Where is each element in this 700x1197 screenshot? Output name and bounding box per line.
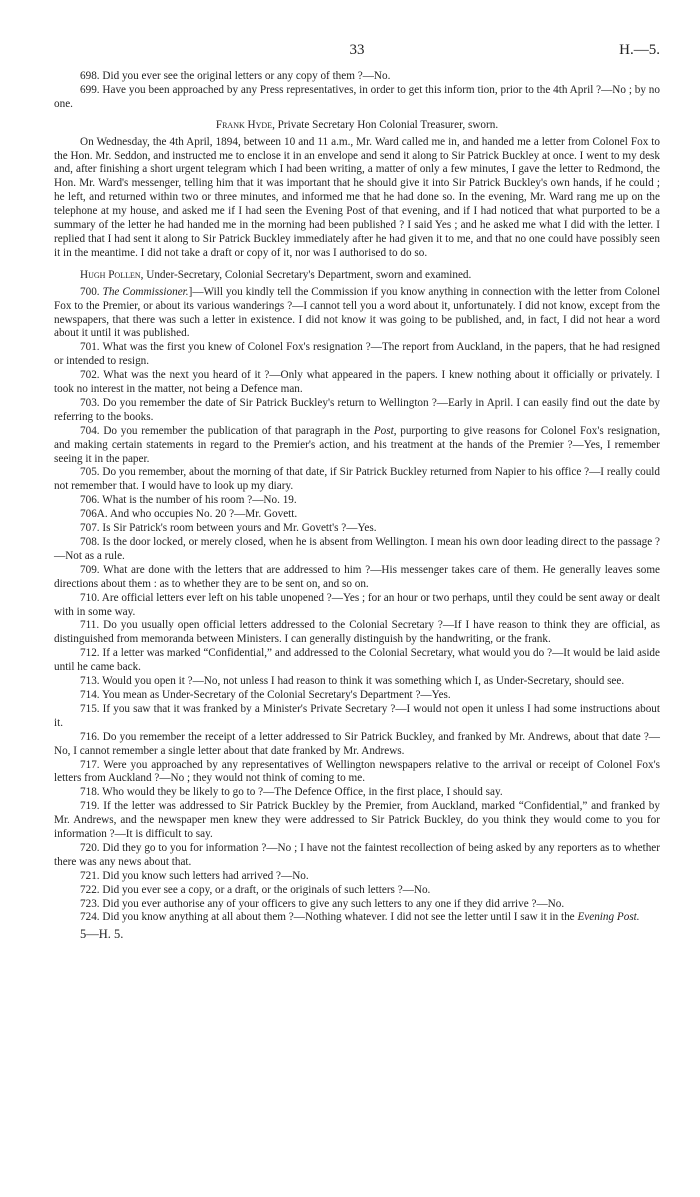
page-footer-signature: 5—H. 5. xyxy=(80,927,124,942)
question-712: 712. If a letter was marked “Confidential,” and addressed to the Colonial Secretary, what would you do ?—It would be laid aside until he came back. xyxy=(54,647,660,674)
question-707: 707. Is Sir Patrick's room between yours and Mr. Govett's ?—Yes. xyxy=(80,522,377,535)
question-718: 718. Who would they be likely to go to ?—The Defence Office, in the first place, I should say. xyxy=(80,786,503,799)
question-720: 720. Did they go to you for information ?—No ; I have not the faintest recollection of being asked by any reporters as to whether there was any news about that. xyxy=(54,841,660,868)
question-724 xyxy=(54,911,660,925)
question-723: 723. Did you ever authorise any of your officers to give any such letters to any one if they did arrive ?—No. xyxy=(80,897,565,910)
question-706: 706. What is the number of his room ?—No. 19. xyxy=(80,494,297,507)
question-708: 708. Is the door locked, or merely closed, when he is absent from Wellington. I mean his own door leading direct to the passage ?—Not as a rule. xyxy=(54,536,660,562)
question-text: 704. Do you remember the publication of that paragraph in the xyxy=(80,424,374,437)
witness-title: , Under-Secretary, Colonial Secretary's Department, sworn and examined. xyxy=(140,268,472,281)
question-text: ]—Will you kindly tell the Commission if you know anything in connection with the letter from Colonel Fox to the Premier, or about its various wanderings ?—I cannot tell you a word about it, unfortunately. I did not know, except from the newspapers, that there was such a letter in existence. I did not know it was going to be published, and, in fact, I did not hear a word about it until it was published. xyxy=(54,285,661,340)
question-715: 715. If you saw that it was franked by a Minister's Private Secretary ?—I would not open it unless I had some instructions about it. xyxy=(54,702,660,729)
question-698: 698. Did you ever see the original letters or any copy of them ?—No. xyxy=(80,70,391,82)
question-699: 699. Have you been approached by any Press representatives, in order to get this inform tion, prior to the 4th April ?—No ; by no one. xyxy=(54,83,660,110)
question-717: 717. Were you approached by any representatives of Wellington newspapers relative to the arrival or receipt of Colonel Fox's letters from Auckland ?—No ; they would not think of coming to me. xyxy=(54,758,660,785)
question-719: 719. If the letter was addressed to Sir Patrick Buckley by the Premier, from Auckland, marked “Confidential,” and franked by Mr. Andrews, and the newspaper men knew they were addressed to Sir Patrick Buckley, do you think they would come to you for information ?—It is difficult to say. xyxy=(54,800,660,841)
speaker-label: The Commissioner. xyxy=(102,285,189,298)
witness-heading-hyde xyxy=(54,119,660,133)
question-701: 701. What was the first you knew of Colonel Fox's resignation ?—The report from Auckland, in the papers, that he had resigned or intended to resign. xyxy=(54,341,660,368)
page-header xyxy=(54,44,660,70)
question-714: 714. You mean as Under-Secretary of the Colonial Secretary's Department ?—Yes. xyxy=(80,688,451,701)
witness-name: Frank Hyde xyxy=(215,118,273,131)
document-reference: H.—5. xyxy=(619,42,660,58)
question-710: 710. Are official letters ever left on his table unopened ?—Yes ; for an hour or two perhaps, until they could be sent away or dealt with in some way. xyxy=(54,591,660,618)
newspaper-title: Post xyxy=(373,424,394,437)
question-713: 713. Would you open it ?—No, not unless I had reason to think it was something which I, as Under-Secretary, should see. xyxy=(80,675,625,688)
witness-name: Hugh Pollen xyxy=(80,268,141,281)
question-709: 709. What are done with the letters that are addressed to him ?—His messenger takes care of them. He generally leaves some directions about them : as to whether they are to be sent on, and so on. xyxy=(54,563,660,590)
newspaper-title: Evening Post. xyxy=(577,911,640,924)
question-text: 724. Did you know anything at all about them ?—Nothing whatever. I did not see the letter until I saw it in the xyxy=(80,911,578,924)
witness-title: , Private Secretary Hon Colonial Treasurer, sworn. xyxy=(272,118,499,131)
question-716: 716. Do you remember the receipt of a letter addressed to Sir Patrick Buckley, and franked by Mr. Andrews, about that date ?—No, I cannot remember a single letter about that date franked by Mr. Andrews. xyxy=(54,730,660,757)
witness-heading-pollen xyxy=(54,269,660,283)
question-721: 721. Did you know such letters had arrived ?—No. xyxy=(80,869,309,882)
question-text: , purporting to give reasons for Colonel Fox's resignation, and making certain statements in regard to the Premier's action, and his treatment at the hands of the Premier ?—Yes, I remember seeing it in the paper. xyxy=(54,424,660,465)
question-706a: 706A. And who occupies No. 20 ?—Mr. Govett. xyxy=(80,508,298,521)
question-705: 705. Do you remember, about the morning of that date, if Sir Patrick Buckley returned from Napier to his office ?—I really could not remember that. I would have to look up my diary. xyxy=(54,466,660,493)
question-700: 700. The Commissioner.]—Will you kindly tell the Commission if you know anything in connection with the letter from Colonel Fox to the Premier, or about its various wanderings ?—I cannot tell you a word about it, unfortunately. I did not know, except from the newspapers, that there was such a letter in existence. I did not know it was going to be published, and, in fact, I did not hear a word about it until it was published. xyxy=(54,285,661,340)
question-722: 722. Did you ever see a copy, or a draft, or the originals of such letters ?—No. xyxy=(80,883,431,896)
question-711: 711. Do you usually open official letters addressed to the Colonial Secretary ?—If I have reason to think they are official, as distinguished from memoranda between Ministers. I can generally distinguish by the handwriting, or the frank. xyxy=(54,619,660,646)
page-number: 33 xyxy=(349,42,365,58)
witness-statement: On Wednesday, the 4th April, 1894, between 10 and 11 a.m., Mr. Ward called me in, and handed me a letter from Colonel Fox to the Hon. Mr. Seddon, and instructed me to enclose it in an envelope and send it along to Sir Patrick Buckley at once. I went to my desk and, after finishing a short urgent telegram which I had been writing, a matter of only a few minutes, I gave the letter to Redmond, the Hon. Mr. Ward's messenger, telling him that it was important that he should give it into Sir Patrick Buckley's own hands, if he could ; he left, and returned within two or three minutes, and informed me that he had done so. In the evening, Mr. Ward rang me up on the telephone at my house, and asked me if I had seen the Evening Post of that evening, and if I had noticed that what purported to be a summary of the letter he had handed me in the morning had been published ? I said Yes ; and he asked me what I did with the letter. I replied that I had sent it along to Sir Patrick Buckley immediately after he had given it to me, and that no one could have possibly seen it in the meantime. I did not take a draft or copy of it, nor was I authorised to do so. xyxy=(54,135,660,259)
question-704 xyxy=(54,425,660,467)
question-702: 702. What was the next you heard of it ?—Only what appeared in the papers. I knew nothing about it officially or privately. I took no interest in the matter, not being a Defence man. xyxy=(54,369,660,396)
question-703: 703. Do you remember the date of Sir Patrick Buckley's return to Wellington ?—Early in April. I can easily find out the date by referring to the books. xyxy=(54,396,660,423)
